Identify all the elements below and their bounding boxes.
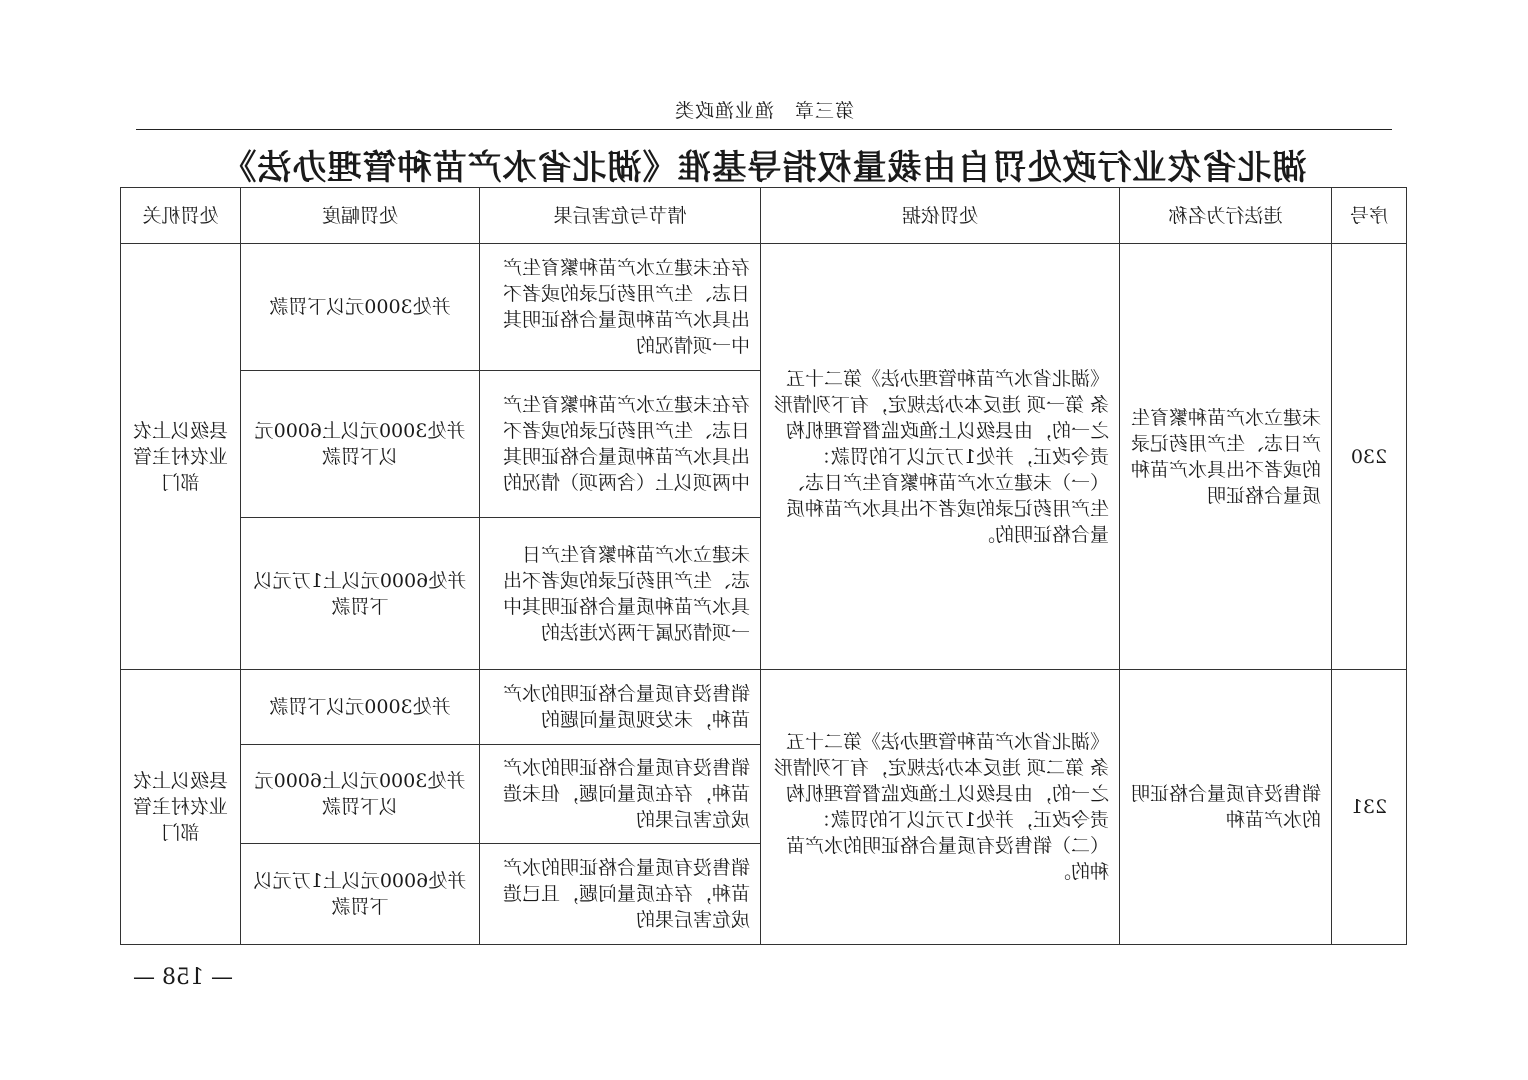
chapter-header: 第三章 渔业渔政类 [674,100,855,122]
penalty-cell: 并处3000元以上6000元以下罚款 [241,371,480,518]
page-number: — 158 — [133,965,233,990]
circumstance-cell: 销售没有质量合格证明的水产苗种，未发现质量问题的 [480,670,761,745]
basis-cell: 《湖北省水产苗种管理办法》第二十五条 第二项 违反本办法规定，有下列情形之一的，由县级以上渔政监督管理机构责令改正，并处1万元以下的罚款： （二）销售没有质量合格证明的水产苗种的。 [761,670,1120,945]
column-header-authority: 处罚机关 [121,188,241,244]
circumstance-cell: 未建立水产苗种繁育生产日志、生产用药记录的或者不出具水产苗种质量合格证明其中一项情况属于两次违法的 [480,518,761,670]
basis-cell: 《湖北省水产苗种管理办法》第二十五条 第一项 违反本办法规定，有下列情形之一的，由县级以上渔政监督管理机构责令改正，并处1万元以下的罚款： （一）未建立水产苗种繁育生产日志、生产用药记录的或者不出具水产苗种质量合格证明的。 [761,244,1120,670]
violation-cell: 销售没有质量合格证明的水产苗种 [1120,670,1332,945]
authority-cell: 县级以上农业农村主管部门 [121,670,241,945]
penalty-cell: 并处3000元以上6000元以下罚款 [241,745,480,844]
penalty-cell: 并处6000元以上1万元以下罚款 [241,518,480,670]
table-row [121,244,1407,371]
seq-cell: 230 [1332,244,1407,670]
circumstance-cell: 销售没有质量合格证明的水产苗种，存在质量问题，但未造成危害后果的 [480,745,761,844]
table-row [121,670,1407,745]
penalty-cell: 并处3000元以下罚款 [241,244,480,371]
column-header-seq: 序号 [1332,188,1407,244]
column-header-penalty: 处罚幅度 [241,188,480,244]
violation-cell: 未建立水产苗种繁育生产日志、生产用药记录的或者不出具水产苗种质量合格证明 [1120,244,1332,670]
seq-cell: 231 [1332,670,1407,945]
table-header [121,188,1407,244]
authority-cell: 县级以上农业农村主管部门 [121,244,241,670]
column-header-violation: 违法行为名称 [1120,188,1332,244]
penalty-table [120,187,1407,945]
circumstance-cell: 存在未建立水产苗种繁育生产日志、生产用药记录的或者不出具水产苗种质量合格证明其中两项以上（含两项）情况的 [480,371,761,518]
circumstance-cell: 销售没有质量合格证明的水产苗种，存在质量问题，且已造成危害后果的 [480,844,761,945]
header-rule [136,129,1392,130]
table-body [121,244,1407,945]
penalty-cell: 并处3000元以下罚款 [241,670,480,745]
column-header-basis: 处罚依据 [761,188,1120,244]
column-header-circumstance: 情节与危害后果 [480,188,761,244]
table-header-row [121,188,1407,244]
penalty-cell: 并处6000元以上1万元以下罚款 [241,844,480,945]
page-title: 湖北省农业行政处罚自由裁量权指导基准《湖北省水产苗种管理办法》 [221,148,1307,188]
circumstance-cell: 存在未建立水产苗种繁育生产日志、生产用药记录的或者不出具水产苗种质量合格证明其中一项情况的 [480,244,761,371]
